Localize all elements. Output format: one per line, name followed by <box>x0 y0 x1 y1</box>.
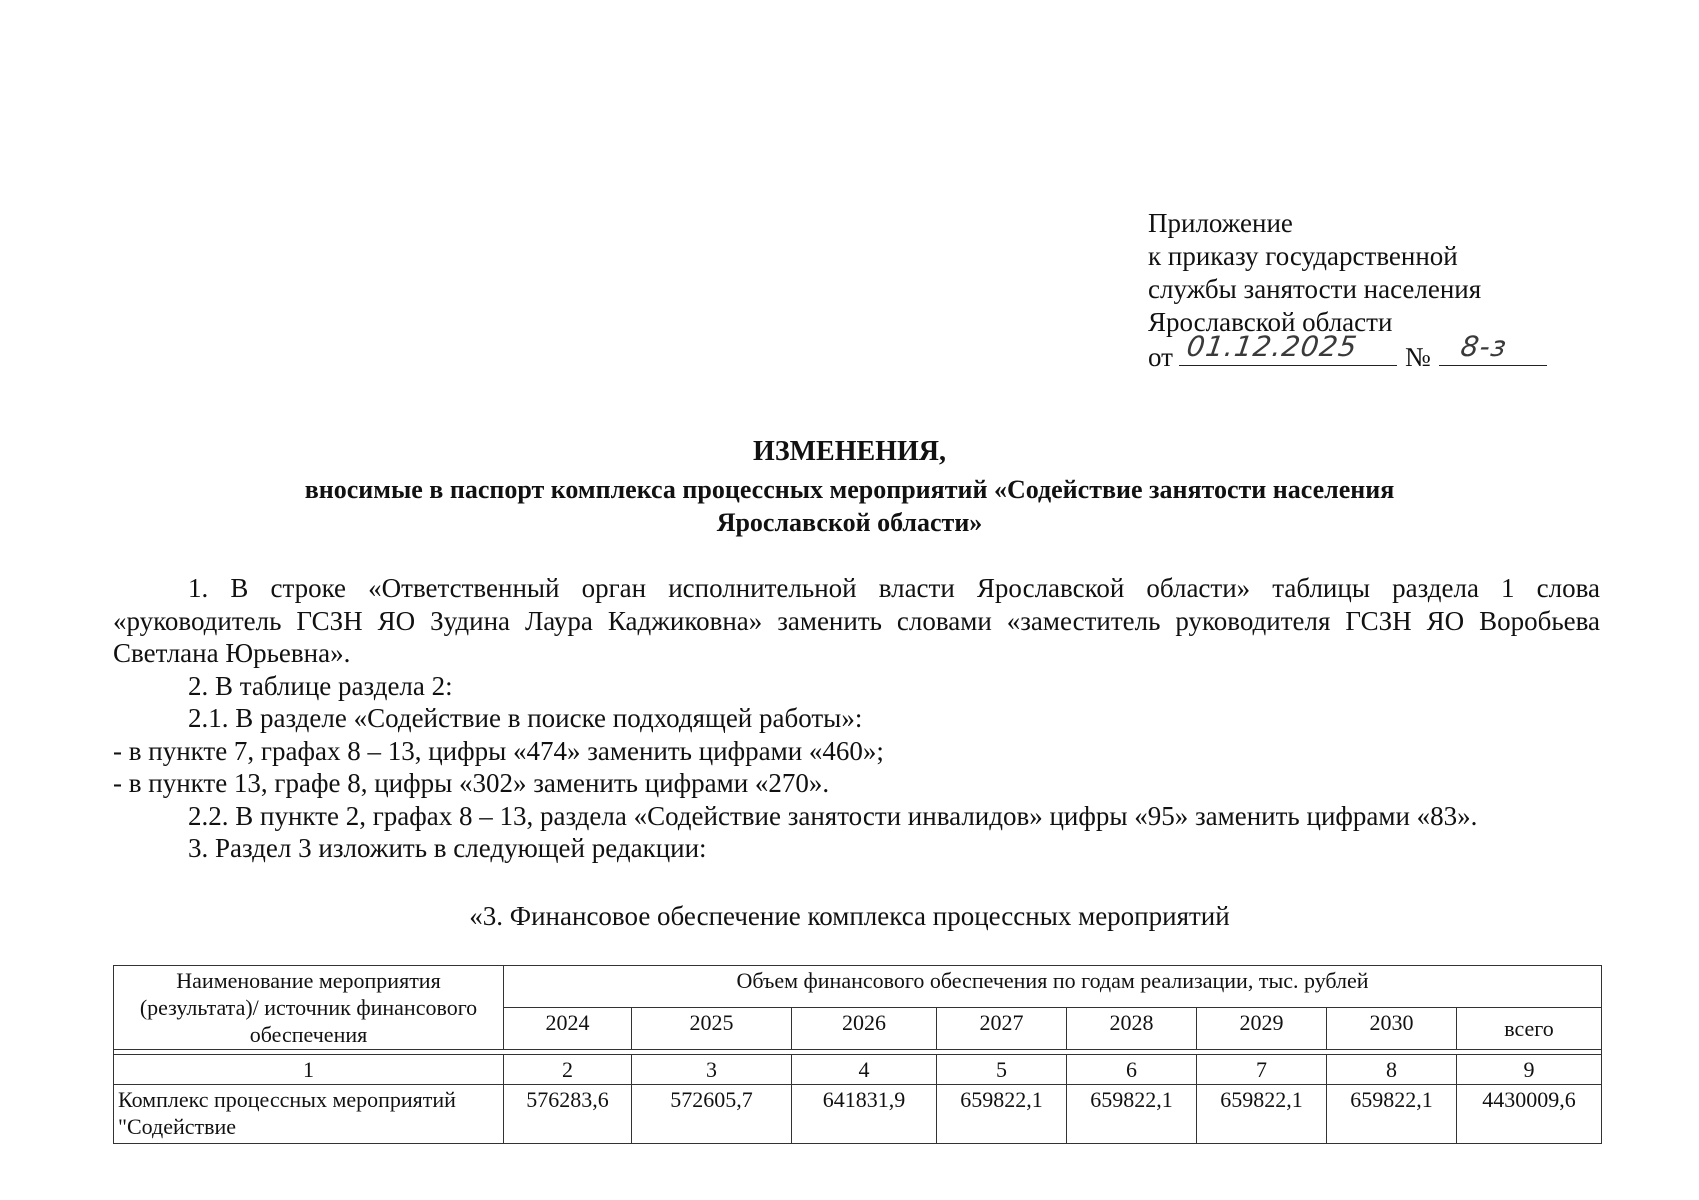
header-name-cell: Наименование мероприятия (результата)/ источник финансового обеспечения <box>114 966 504 1050</box>
appendix-line: Приложение <box>1148 208 1293 238</box>
number-field <box>1439 330 1547 366</box>
value-cell: 659822,1 <box>1327 1085 1457 1144</box>
paragraph-2: 2. В таблице раздела 2: <box>188 670 453 701</box>
value-cell: 576283,6 <box>504 1085 632 1144</box>
paragraph-1-line-3: Светлана Юрьевна». <box>113 638 351 668</box>
paragraph-1-line-1: 1. В строке «Ответственный орган исполнительной власти Ярославской области» таблицы раздела 1 слова <box>188 573 1600 603</box>
column-number: 8 <box>1327 1055 1457 1085</box>
column-number: 9 <box>1457 1055 1602 1085</box>
value-cell: 4430009,6 <box>1457 1085 1602 1144</box>
appendix-date-line <box>1148 330 1547 374</box>
subtitle-line: вносимые в паспорт комплекса процессных мероприятий «Содействие занятости населения <box>304 475 1395 504</box>
column-number: 5 <box>937 1055 1067 1085</box>
paragraph-2-2: 2.2. В пункте 2, графах 8 – 13, раздела «Содействие занятости инвалидов» цифры «95» заменить цифрами «83». <box>188 800 1478 831</box>
column-number: 6 <box>1067 1055 1197 1085</box>
row-name-cell: Комплекс процессных мероприятий "Содействие <box>114 1085 504 1144</box>
paragraph-3: 3. Раздел 3 изложить в следующей редакции: <box>188 833 707 863</box>
appendix-line: службы занятости населения <box>1148 274 1482 304</box>
appendix-block <box>1148 207 1547 374</box>
date-field <box>1179 330 1397 366</box>
paragraph-2-1: 2.1. В разделе «Содействие в поиске подходящей работы»: <box>188 703 863 733</box>
handwritten-number: 8-з <box>1458 330 1509 363</box>
date-prefix: от <box>1148 342 1173 372</box>
total-header: всего <box>1457 1008 1602 1050</box>
paragraph-1-line-2: «руководитель ГСЗН ЯО Зудина Лаура Каджиковна» заменить словами «заместитель руководителя ГСЗН ЯО Воробьева <box>113 605 1600 636</box>
appendix-line: Ярославской области <box>1148 307 1393 337</box>
document-subtitle <box>0 473 1699 539</box>
column-number: 1 <box>114 1055 504 1085</box>
document-body <box>113 572 1600 865</box>
appendix-line: к приказу государственной <box>1148 241 1458 271</box>
value-cell: 572605,7 <box>632 1085 792 1144</box>
year-header: 2028 <box>1067 1008 1197 1050</box>
column-number: 2 <box>504 1055 632 1085</box>
year-header: 2027 <box>937 1008 1067 1050</box>
financing-table <box>113 965 1602 1144</box>
column-number: 3 <box>632 1055 792 1085</box>
year-header: 2026 <box>792 1008 937 1050</box>
number-sign: № <box>1404 342 1431 372</box>
bullet-item: - в пункте 13, графе 8, цифры «302» заменить цифрами «270». <box>113 768 830 798</box>
document-title: ИЗМЕНЕНИЯ, <box>753 436 946 467</box>
year-header: 2030 <box>1327 1008 1457 1050</box>
year-header: 2024 <box>504 1008 632 1050</box>
handwritten-date: 01.12.2025 <box>1184 330 1360 363</box>
column-number: 4 <box>792 1055 937 1085</box>
year-header: 2029 <box>1197 1008 1327 1050</box>
table-row <box>114 1085 1602 1144</box>
bullet-item: - в пункте 7, графах 8 – 13, цифры «474» заменить цифрами «460»; <box>113 735 884 766</box>
year-header: 2025 <box>632 1008 792 1050</box>
column-number: 7 <box>1197 1055 1327 1085</box>
section-title: «3. Финансовое обеспечение комплекса процессных мероприятий <box>469 901 1230 931</box>
column-number-row <box>114 1055 1602 1085</box>
value-cell: 659822,1 <box>1067 1085 1197 1144</box>
value-cell: 659822,1 <box>1197 1085 1327 1144</box>
value-cell: 641831,9 <box>792 1085 937 1144</box>
header-group-cell: Объем финансового обеспечения по годам реализации, тыс. рублей <box>504 966 1602 1008</box>
value-cell: 659822,1 <box>937 1085 1067 1144</box>
subtitle-line: Ярославской области» <box>716 508 983 537</box>
